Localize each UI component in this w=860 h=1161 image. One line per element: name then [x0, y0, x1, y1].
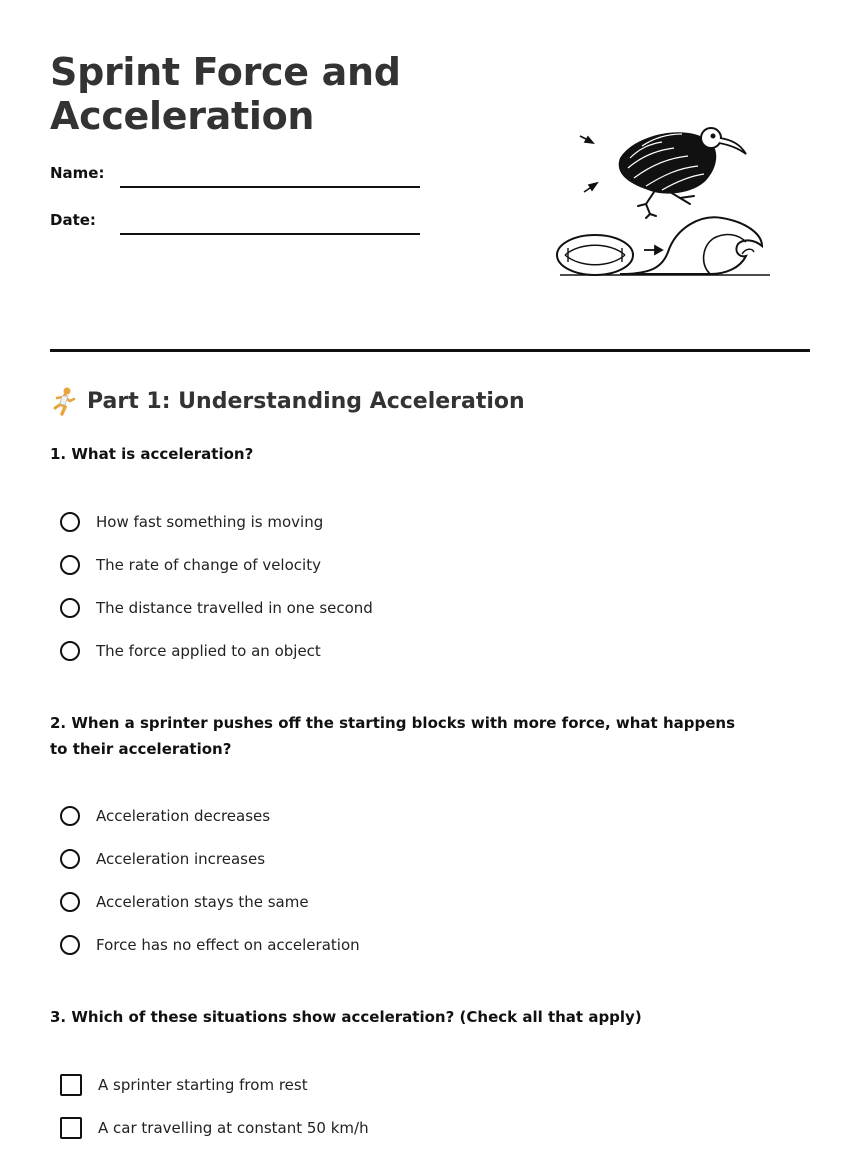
- checkbox[interactable]: [60, 1117, 82, 1139]
- question-3: 3. Which of these situations show acceleration? (Check all that apply): [50, 1008, 642, 1026]
- question-3-option-1[interactable]: [60, 1063, 369, 1106]
- option-label: The rate of change of velocity: [96, 555, 321, 574]
- section-1-title: Part 1: Understanding Acceleration: [87, 388, 525, 414]
- radio-button[interactable]: [60, 806, 80, 826]
- question-3-option-2[interactable]: [60, 1106, 369, 1149]
- question-1-options: [60, 500, 373, 672]
- question-1-option-4[interactable]: [60, 629, 373, 672]
- question-2-options: [60, 794, 360, 966]
- title-line-2: Acceleration: [50, 94, 315, 138]
- date-line-input[interactable]: [120, 233, 420, 235]
- question-1-option-1[interactable]: [60, 500, 373, 543]
- option-label: Acceleration stays the same: [96, 892, 309, 911]
- name-field: [50, 164, 420, 182]
- question-2-option-2[interactable]: [60, 837, 360, 880]
- page-title: [50, 50, 401, 138]
- option-label: The force applied to an object: [96, 641, 321, 660]
- option-label: Acceleration decreases: [96, 806, 271, 825]
- option-label: A car travelling at constant 50 km/h: [98, 1118, 369, 1137]
- title-line-1: Sprint Force and: [50, 50, 401, 94]
- name-line-input[interactable]: [120, 186, 420, 188]
- option-label: A sprinter starting from rest: [98, 1075, 308, 1094]
- radio-button[interactable]: [60, 555, 80, 575]
- option-label: How fast something is moving: [96, 512, 324, 531]
- question-3-options: [60, 1063, 369, 1149]
- question-2-option-1[interactable]: [60, 794, 360, 837]
- question-2-option-4[interactable]: [60, 923, 360, 966]
- option-label: Acceleration increases: [96, 849, 266, 868]
- radio-button[interactable]: [60, 849, 80, 869]
- date-label: Date:: [50, 211, 96, 229]
- radio-button[interactable]: [60, 892, 80, 912]
- runner-icon: [50, 386, 78, 416]
- checkbox[interactable]: [60, 1074, 82, 1096]
- radio-button[interactable]: [60, 512, 80, 532]
- option-label: The distance travelled in one second: [96, 598, 373, 617]
- name-label: Name:: [50, 164, 105, 182]
- kiwi-bird-rugby-ball-wave-icon: [550, 118, 780, 283]
- question-2: 2. When a sprinter pushes off the starting blocks with more force, what happens to their acceleration?: [50, 714, 736, 758]
- section-1-heading: [50, 386, 525, 416]
- radio-button[interactable]: [60, 935, 80, 955]
- radio-button[interactable]: [60, 598, 80, 618]
- section-divider: [50, 349, 810, 352]
- date-field: [50, 211, 420, 229]
- question-1-option-2[interactable]: [60, 543, 373, 586]
- option-label: Force has no effect on acceleration: [96, 935, 360, 954]
- question-1-option-3[interactable]: [60, 586, 373, 629]
- radio-button[interactable]: [60, 641, 80, 661]
- question-2-option-3[interactable]: [60, 880, 360, 923]
- question-1: 1. What is acceleration?: [50, 445, 254, 463]
